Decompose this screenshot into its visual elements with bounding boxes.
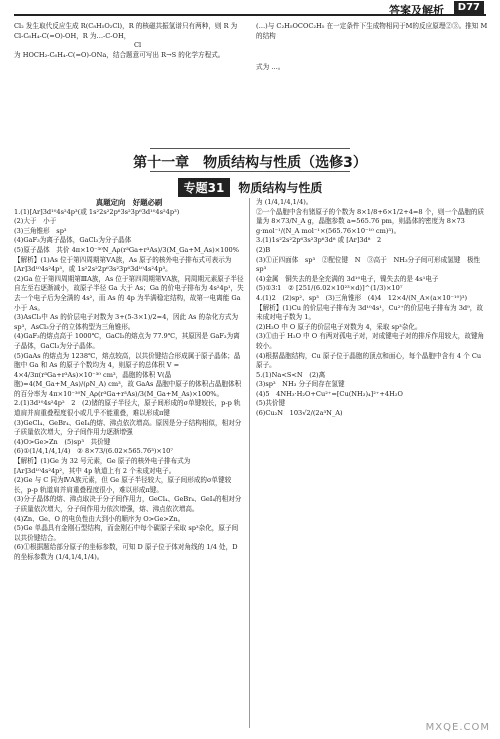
text-line: 5.(1)Na<S<N (2)离 bbox=[256, 370, 326, 379]
text-line: (4)根据晶胞结构，Cu 原子位于晶胞的顶点和面心，每个晶胞中含有 4 个 Cu 原子。 bbox=[256, 351, 482, 370]
text-line: (4)O>Ge>Zn (5)sp³ 共价键 bbox=[14, 437, 111, 446]
page-number: D77 bbox=[454, 1, 484, 14]
text-line: 式为 …。 bbox=[256, 63, 285, 72]
right-column bbox=[256, 198, 488, 733]
text-line: 1.(1)[Ar]3d¹⁰4s²4p³(或 1s²2s²2p⁶3s²3p⁶3d¹⁰4s²4p³) bbox=[14, 207, 180, 216]
column-divider bbox=[249, 198, 250, 728]
text-line: (3)AsCl₃中 As 的价层电子对数为 3+(5-3×1)/2=4，因此 As 的杂化方式为 sp³，AsCl₃分子的立体构型为三角锥形。 bbox=[14, 313, 239, 331]
text-line: (3)三角锥形 sp³ bbox=[14, 226, 67, 235]
watermark: MXQE.COM bbox=[425, 722, 490, 733]
text-line: (2)Ge 与 C 同为ⅣA族元素，但 Ge 原子半径较大，原子间形成的σ单键较长，p-p 轨道肩并肩重叠程度很小，难以形成π键。 bbox=[14, 476, 232, 494]
text-line: (5)共价键 bbox=[256, 399, 286, 408]
text-line: (6)①(1/4,1/4,1/4) ② 8×73/(6.02×565.76³)×10⁷ bbox=[14, 447, 173, 456]
text-line: (2)大于 小于 bbox=[14, 217, 57, 226]
chapter-rule-bottom bbox=[150, 171, 350, 172]
text-line: 为 HOCH₂-C₆H₄-C(=O)-ONa，结合题意可写出 R→S 的化学方程式。 bbox=[14, 50, 225, 59]
text-line: (3)①由于 H₂O 中 O 有两对孤电子对，对成键电子对的排斥作用较大，故键角较小。 bbox=[256, 332, 485, 350]
text-line: 3.(1)1s²2s²2p⁶3s²3p⁶3d⁸ 或 [Ar]3d⁸ 2 bbox=[256, 236, 382, 245]
text-line: (2)Ga 位于第四周期第ⅢA族，As 位于第四周期第ⅤA族，同周期元素原子半径自左至右逐渐减小，故原子半径 Ga 大于 As；Ga 的价电子排布为 4s²4p¹，失去一个电子后为全满的 4s²，而 As 的 4p 为半满稳定结构，故第一电离能 Ga 小于 As。 bbox=[14, 274, 244, 312]
header-label: 答案及解析 bbox=[389, 4, 444, 17]
text-line: 4.(1)2 (2)sp²、sp³ (3)三角锥形 (4)4 12×4/(N_A×(a×10⁻¹⁰)³) bbox=[256, 293, 468, 302]
text-line: Cl₂ 发生取代反应生成 R(C₈H₅O₂Cl)，R 的核磁共振氢谱只有两种，则 R 为 Cl-C₆H₄-C(=O)-OH，R 为…-C-OH， bbox=[14, 22, 238, 40]
text-line: 【解析】(1)Ge 为 32 号元素，Ge 原子的核外电子排布式为 [Ar]3d¹⁰4s²4p²，其中 4p 轨道上有 2 个未成对电子。 bbox=[14, 457, 191, 475]
text-line: (6)①根据题给部分原子的坐标参数，可知 D 原子位于体对角线的 1/4 处，D 的坐标参数为 (1/4,1/4,1/4)。 bbox=[14, 543, 238, 561]
section-tag: 专题31 bbox=[178, 178, 231, 197]
text-line: 【解析】(1)Cu 的价层电子排布为 3d¹⁰4s¹，Cu²⁺的价层电子排布为 3d⁹，故未成对电子数为 1。 bbox=[256, 303, 483, 322]
text-line: 为 (1/4,1/4,1/4)。 bbox=[256, 198, 313, 206]
text-line: (4)Zn、Ge、O 的电负性由大到小的顺序为 O>Ge>Zn。 bbox=[14, 514, 185, 523]
section-heading bbox=[0, 178, 500, 197]
top-left-block bbox=[14, 22, 244, 124]
text-line: 2.(1)3d¹⁰4s²4p² 2 (2)锗的原子半径大，原子间形成的σ单键较长，p-p 轨道肩并肩重叠程度很小或几乎不能重叠，难以形成π键 bbox=[14, 399, 241, 418]
text-line: (4)金属 铜失去的是全充满的 3d¹⁰电子，镍失去的是 4s¹电子 bbox=[256, 274, 439, 283]
text-line: (5)①3∶1 ② [251/(6.02×10²³×d)]^(1/3)×10⁷ bbox=[256, 284, 403, 293]
text-line: (4)GaF₃为离子晶体，GaCl₃为分子晶体 bbox=[14, 236, 132, 245]
text-line: ②一个晶胞中含有锗原子的个数为 8×1/8+6×1/2+4=8 个，则一个晶胞的质量为 8×73/N_A g，晶胞参数 a=565.76 pm，则晶体的密度为 8×73 g·mol⁻¹/(N_A mol⁻¹×(565.76×10⁻¹⁰ cm)³)。 bbox=[256, 207, 485, 235]
text-line: Cl bbox=[134, 41, 142, 50]
subhead: 真题定向 好题必刷 bbox=[95, 198, 163, 207]
left-column bbox=[14, 198, 244, 733]
text-line: (2)B bbox=[256, 245, 271, 254]
text-line: (5)Ge 单晶具有金刚石型结构，而金刚石中每个碳原子采取 sp³杂化，原子间以共价键结合。 bbox=[14, 524, 239, 542]
text-line: (3)分子晶体的熔、沸点取决于分子间作用力，GeCl₄、GeBr₄、GeI₄的相对分子质量依次增大，分子间作用力依次增强，熔、沸点依次增高。 bbox=[14, 495, 242, 513]
top-right-block bbox=[256, 22, 488, 124]
text-line: (6)Cu₂N 103√2/(2a³N_A) bbox=[256, 409, 343, 418]
text-line: 【解析】(1)As 位于第四周期第ⅤA族，As 原子的核外电子排布式可表示为 [Ar]3d¹⁰4s²4p³，或 1s²2s²2p⁶3s²3p⁶3d¹⁰4s²4p³。 bbox=[14, 255, 232, 274]
text-line: (2)H₂O 中 O 原子的价层电子对数为 4，采取 sp³杂化。 bbox=[256, 322, 422, 331]
section-title: 物质结构与性质 bbox=[238, 181, 323, 195]
chapter-title: 第十一章 物质结构与性质（选修3） bbox=[133, 155, 367, 171]
text-line: (4)5 4NH₃·H₂O+Cu²⁺=[Cu(NH₃)₄]²⁺+4H₂O bbox=[256, 389, 403, 398]
chapter-rule-top bbox=[150, 148, 350, 149]
text-line: (3)GeCl₄、GeBr₄、GeI₄的熔、沸点依次增高。原因是分子结构相似，相对分子质量依次增大，分子间作用力逐渐增强 bbox=[14, 418, 242, 437]
text-line: (3)sp³ NH₃ 分子间存在氢键 bbox=[256, 380, 345, 389]
text-line: (5)GaAs 的熔点为 1238℃，熔点较高，以共价键结合形成属于原子晶体；晶胞中 Ga 和 As 的原子个数均为 4，则原子的总体积 V = 4×4/3π(r³Ga+r³As)×10⁻³⁰ cm³，晶胞的体积 V(晶胞)=4(M_Ga+M_As)/(ρN_A) cm³，故 GaAs 晶胞中原子的体积占晶胞体积的百分率为 4π×10⁻³⁰N_Aρ(r³Ga+r³As)/3(M_Ga+M_As)×100%。 bbox=[14, 351, 242, 398]
text-line: (5)原子晶体 共价 4π×10⁻³⁰N_Aρ(r³Ga+r³As)/3(M_Ga+M_As)×100% bbox=[14, 245, 240, 254]
text-line: (3)①正四面体 sp³ ②配位键 N ③高于 NH₃分子间可形成氢键 极性 sp³ bbox=[256, 255, 487, 274]
text-line: (…)与 C₂H₅OCOC₂H₅ 在一定条件下生成物相同于M的反应原理②③。推知 M 的结构 bbox=[256, 22, 488, 40]
text-line: (4)GaF₃的熔点高于 1000℃，GaCl₃的熔点为 77.9℃，其原因是 GaF₃为离子晶体，GaCl₃为分子晶体。 bbox=[14, 332, 240, 350]
